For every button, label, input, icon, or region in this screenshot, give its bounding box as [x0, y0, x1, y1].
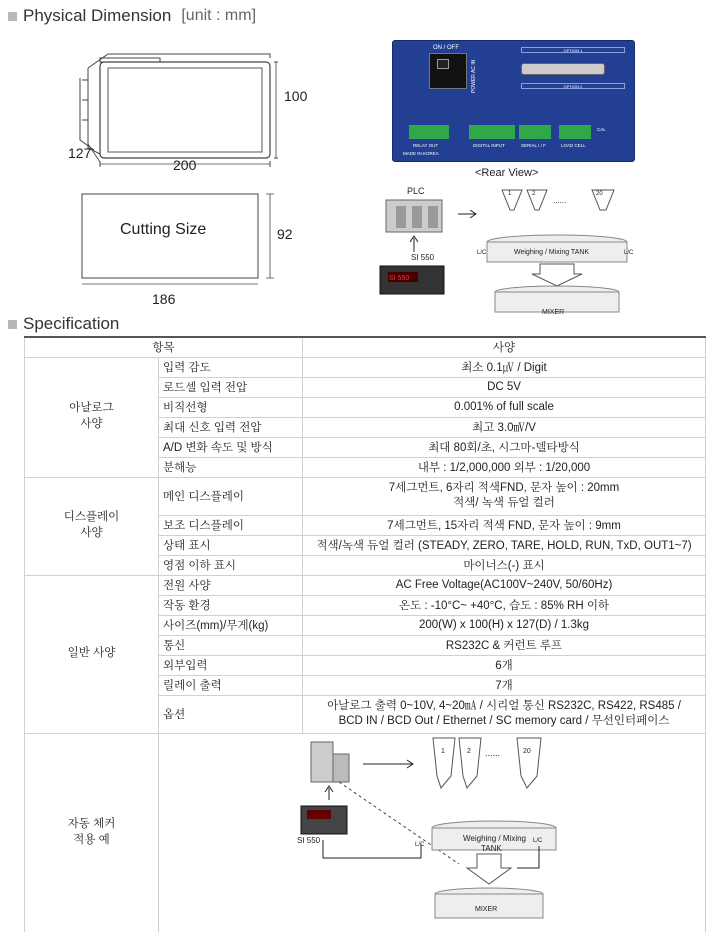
cal-label: CAL	[597, 127, 606, 132]
item-cell: 메인 디스플레이	[159, 477, 303, 515]
item-cell: 전원 사양	[159, 575, 303, 595]
bullet-square-icon	[8, 12, 17, 21]
item-cell: 최대 신호 입력 전압	[159, 417, 303, 437]
value-cell: AC Free Voltage(AC100V~240V, 50/60Hz)	[303, 575, 706, 595]
power-switch	[437, 59, 449, 69]
value-cell: 내부 : 1/2,000,000 외부 : 1/20,000	[303, 457, 706, 477]
hopper-1-bottom: 1	[441, 747, 445, 755]
lc-left-bottom: L/C	[415, 841, 425, 848]
si550-bottom-label: SI 550	[297, 835, 321, 845]
hopper-20-top: 20	[596, 191, 603, 197]
hopper-2-top: 2	[532, 191, 536, 197]
table-row	[25, 477, 706, 515]
load-cell-label: LOAD CELL	[561, 143, 586, 148]
serial-terminal	[519, 125, 551, 139]
category-general: 일반 사양	[25, 575, 159, 733]
plc-label: PLC	[407, 186, 425, 196]
option1-label: OPTION 1	[521, 47, 625, 53]
physical-dimension-title: Physical Dimension	[23, 6, 172, 25]
digital-input-terminal	[469, 125, 515, 139]
hopper-dots-bottom: ......	[485, 747, 501, 758]
relay-terminal	[409, 125, 449, 139]
value-cell: 적색/녹색 듀얼 컬러 (STEADY, ZERO, TARE, HOLD, RUN, TxD, OUT1~7)	[303, 535, 706, 555]
item-cell: 로드셀 입력 전압	[159, 377, 303, 397]
value-cell: 최대 80회/초, 시그마-델타방식	[303, 437, 706, 457]
header-item: 항목	[25, 337, 303, 357]
item-cell: 보조 디스플레이	[159, 515, 303, 535]
value-cell: 0.001% of full scale	[303, 397, 706, 417]
value-cell: 7세그먼트, 15자리 적색 FND, 문자 높이 : 9mm	[303, 515, 706, 535]
value-cell: 온도 : -10°C~ +40°C, 습도 : 85% RH 이하	[303, 595, 706, 615]
table-header-row	[25, 337, 706, 357]
category-example: 자동 체커 적용 예	[25, 733, 159, 932]
value-cell: 최소 0.1㎶ / Digit	[303, 357, 706, 377]
item-cell: 옵션	[159, 695, 303, 733]
specification-heading	[8, 314, 119, 334]
hopper-2-bottom: 2	[467, 747, 471, 755]
cut-height-label: 92	[277, 226, 293, 242]
tank-line2-bottom: TANK	[481, 843, 502, 853]
dim-depth-label: 127	[68, 145, 92, 161]
relay-out-label: RELAY OUT	[413, 143, 439, 148]
si550-top-label: SI 550	[411, 253, 435, 262]
physical-dimension-heading	[8, 6, 256, 26]
item-cell: 작동 환경	[159, 595, 303, 615]
power-label: POWER AC IN	[471, 59, 477, 93]
serial-label: SERIAL I / F	[521, 143, 546, 148]
system-diagram-top	[372, 180, 652, 322]
mixer-label-top: MIXER	[542, 309, 565, 316]
mixer-label-bottom: MIXER	[475, 905, 498, 913]
value-cell: 7세그먼트, 6자리 적색FND, 문자 높이 : 20mm 적색/ 녹색 듀얼 컬러	[303, 477, 706, 515]
example-diagram-cell	[159, 733, 706, 932]
specification-table	[24, 336, 706, 932]
item-cell: 상태 표시	[159, 535, 303, 555]
value-cell: DC 5V	[303, 377, 706, 397]
item-cell: 릴레이 출력	[159, 675, 303, 695]
item-cell: A/D 변화 속도 및 방식	[159, 437, 303, 457]
rear-view-caption: <Rear View>	[475, 167, 539, 179]
item-cell: 영점 이하 표시	[159, 555, 303, 575]
rear-panel-image	[392, 40, 635, 162]
hopper-1-top: 1	[508, 191, 512, 197]
tank-label-top: Weighing / Mixing TANK	[514, 249, 590, 256]
hopper-20-bottom: 20	[523, 747, 531, 755]
bullet-square-icon	[8, 320, 17, 329]
item-cell: 통신	[159, 635, 303, 655]
cutting-size-label: Cutting Size	[120, 221, 207, 238]
cut-width-label: 186	[152, 291, 176, 307]
value-cell: RS232C & 커런트 루프	[303, 635, 706, 655]
specification-title: Specification	[23, 314, 120, 333]
table-row	[25, 357, 706, 377]
value-cell: 7개	[303, 675, 706, 695]
made-in-label: MADE IN KOREA	[403, 151, 439, 156]
header-spec: 사양	[303, 337, 706, 357]
dim-height-label: 100	[284, 88, 308, 104]
value-cell: 최고 3.0㎷/V	[303, 417, 706, 437]
value-cell: 6개	[303, 655, 706, 675]
option2-label: OPTION 2	[521, 83, 625, 89]
digital-input-label: DIGITAL INPUT	[473, 143, 505, 148]
value-cell: 200(W) x 100(H) x 127(D) / 1.3kg	[303, 615, 706, 635]
dimension-box-drawing	[60, 40, 360, 180]
lc-right-top: L/C	[624, 250, 634, 256]
load-cell-terminal	[559, 125, 591, 139]
value-cell: 마이너스(-) 표시	[303, 555, 706, 575]
on-off-label: ON / OFF	[433, 45, 459, 51]
system-diagram-bottom	[159, 734, 699, 932]
table-row	[25, 575, 706, 595]
item-cell: 입력 감도	[159, 357, 303, 377]
example-row	[25, 733, 706, 932]
item-cell: 외부입력	[159, 655, 303, 675]
hopper-dots-top: ......	[553, 196, 567, 205]
display-label-top: SI 550	[389, 275, 410, 282]
item-cell: 비직선형	[159, 397, 303, 417]
dim-width-label: 200	[173, 157, 197, 173]
lc-left-top: L/C	[477, 250, 487, 256]
lc-right-bottom: L/C	[533, 837, 543, 844]
item-cell: 분해능	[159, 457, 303, 477]
tank-line1-bottom: Weighing / Mixing	[463, 833, 526, 843]
item-cell: 사이즈(mm)/무게(kg)	[159, 615, 303, 635]
option1-connector	[521, 63, 605, 75]
category-display: 디스플레이 사양	[25, 477, 159, 575]
category-analog: 아날로그 사양	[25, 357, 159, 477]
value-cell: 아날로그 출력 0~10V, 4~20㎃ / 시리얼 통신 RS232C, RS422, RS485 / BCD IN / BCD Out / Ethernet / SC memory card / 무선인터페이스	[303, 695, 706, 733]
unit-label: [unit : mm]	[181, 7, 257, 24]
